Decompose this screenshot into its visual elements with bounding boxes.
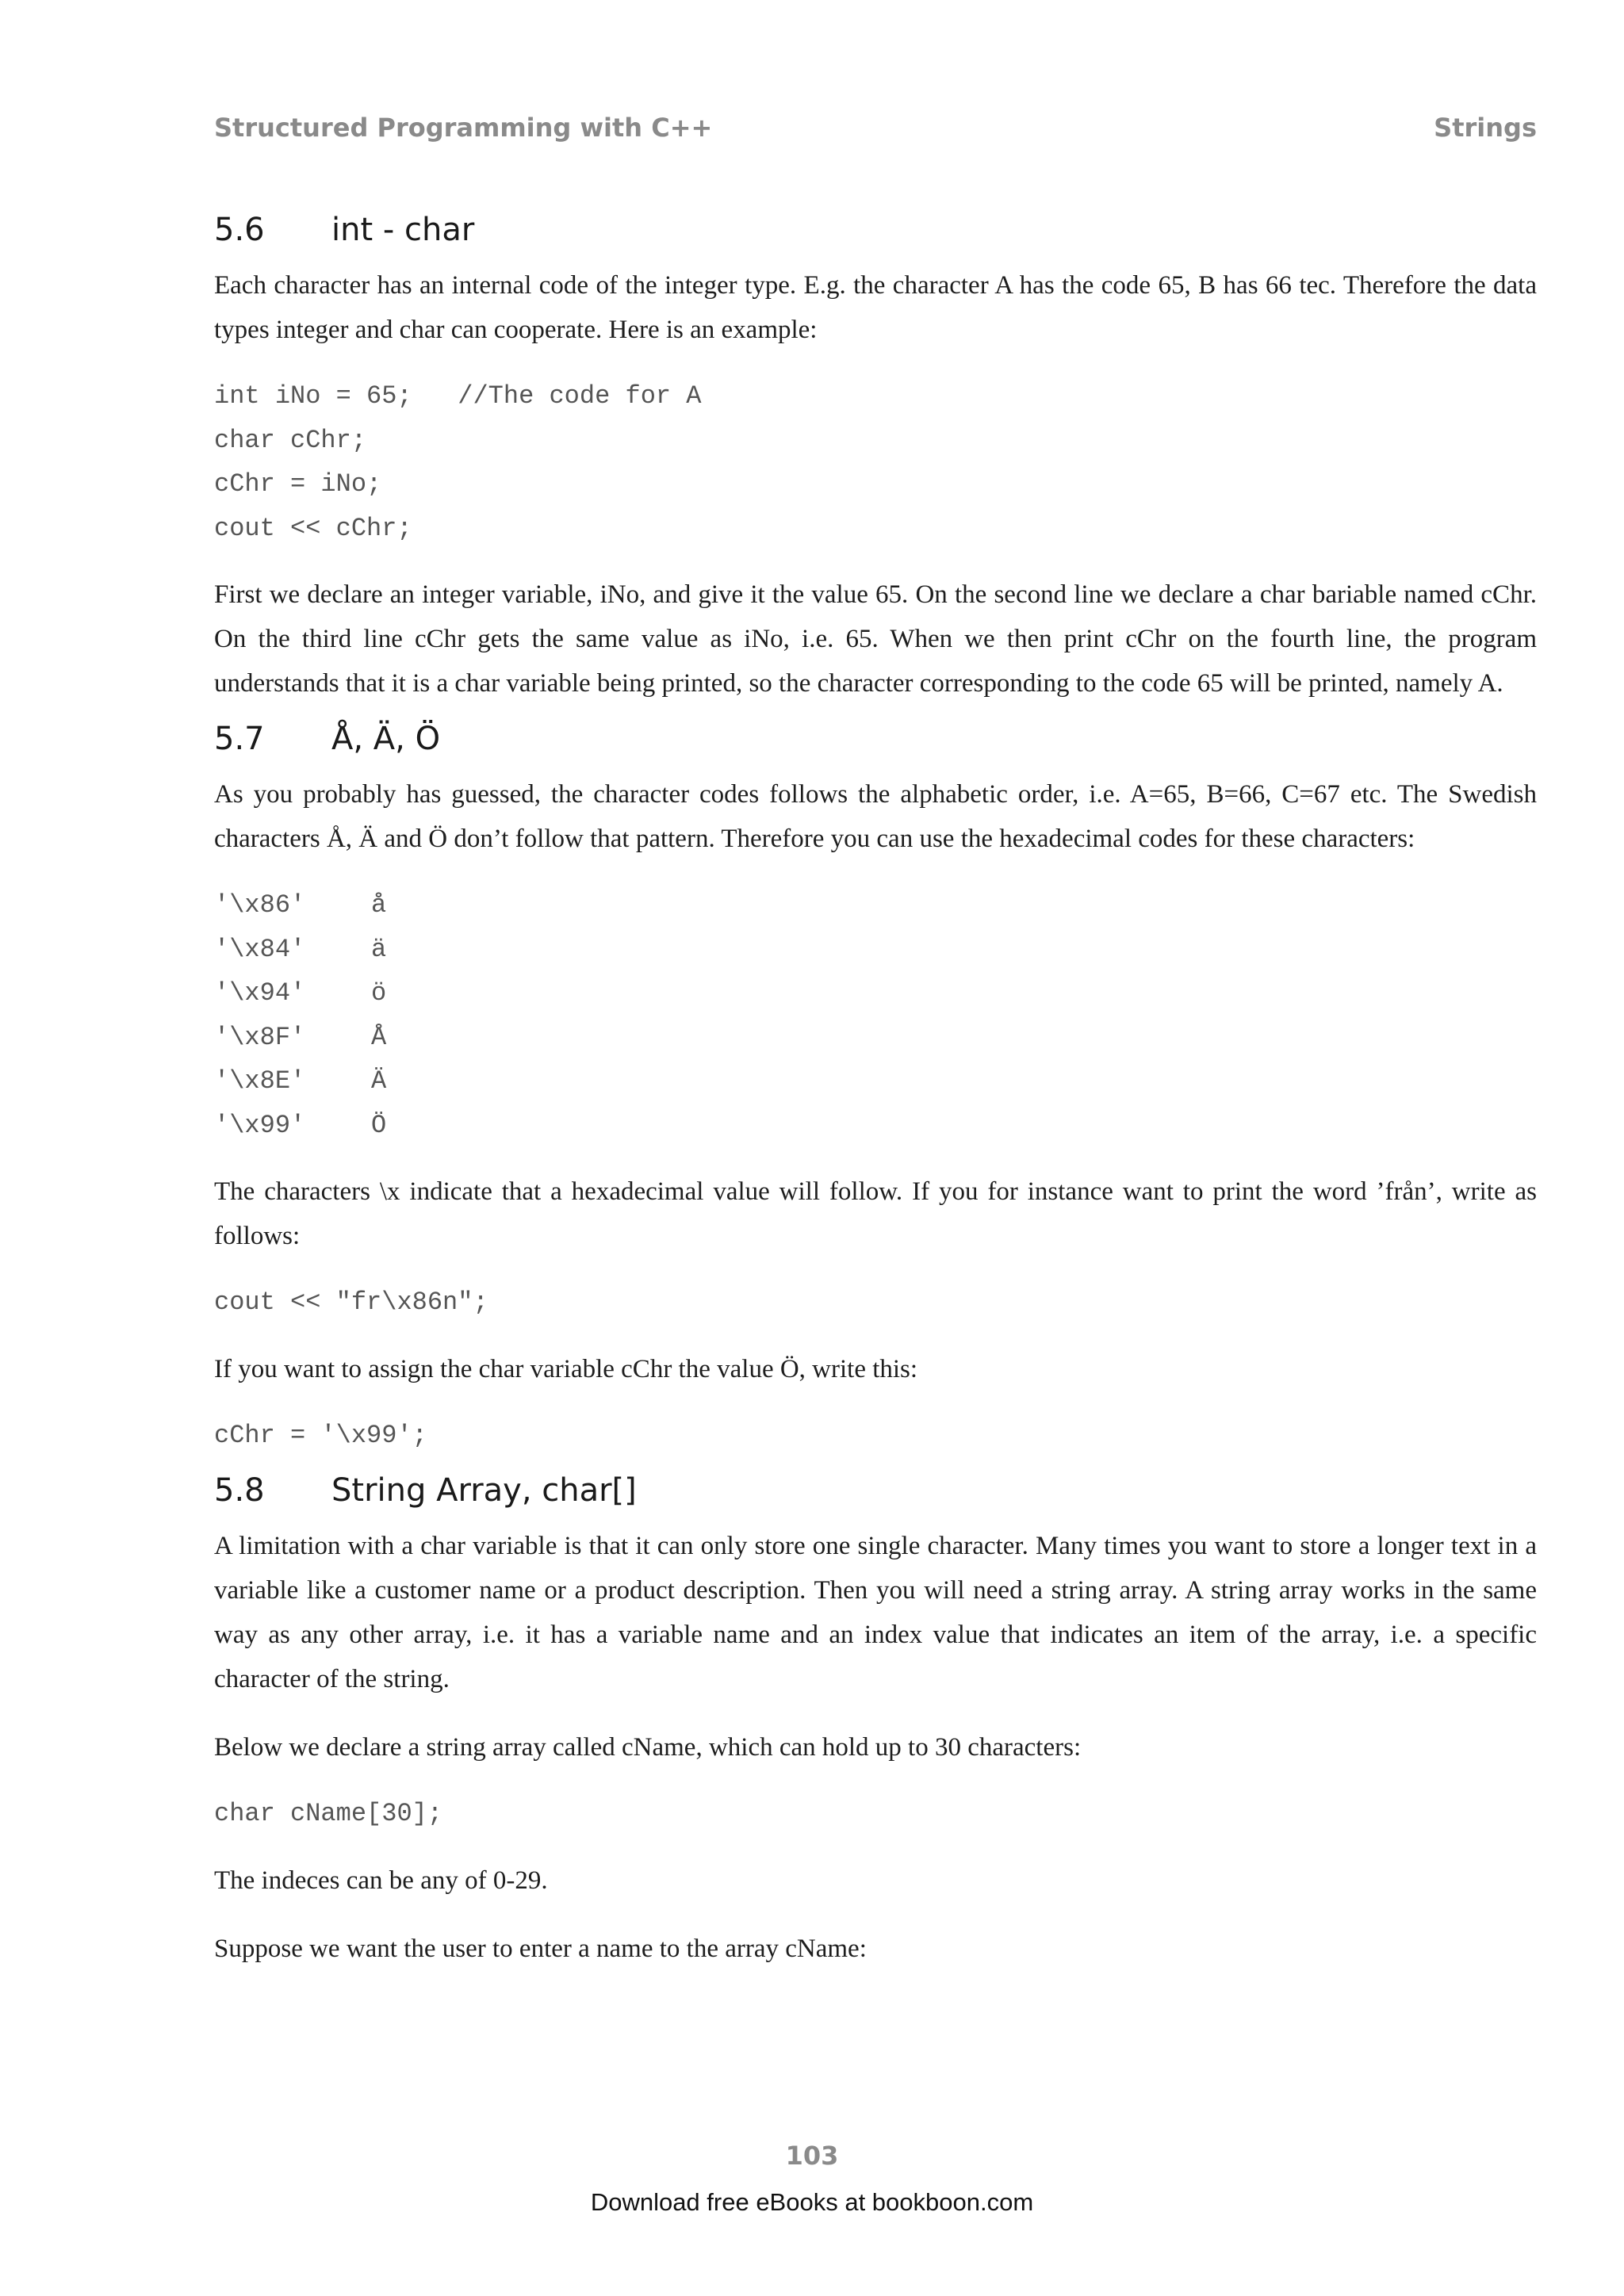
paragraph: As you probably has guessed, the character codes follows the alphabetic order, i.e. A=65, B=66, C=67 etc. The Swedish characters Å, Ä and Ö don’t follow that pattern. Therefore you can use the hexadecimal codes for these characters: [214,780,1537,853]
section-heading-5-7 [214,717,1537,761]
hex-code: '\x86' [214,890,306,920]
book-title: Structured Programming with C++ [214,113,713,143]
code-line: cout << cChr; [214,513,412,543]
paragraph: First we declare an integer variable, iNo, and give it the value 65. On the second line we declare a char bariable named cChr. On the third line cChr gets the same value as iNo, i.e. 65. When we then print cChr on the fourth line, the program understands that it is a char variable being printed, so the character corresponding to the code 65 will be printed, namely A. [214,580,1537,698]
table-row [214,1016,386,1060]
paragraph: The characters \x indicate that a hexadecimal value will follow. If you for instance want to print the word ’från’, write as follows: [214,1177,1537,1250]
character: ö [371,978,387,1008]
section-title: Å, Ä, Ö [331,721,441,757]
code-line: int iNo = 65; //The code for A [214,381,702,411]
code-line: cout << "fr\x86n"; [214,1288,488,1317]
character: å [371,890,387,920]
section-title: String Array, char[] [331,1472,637,1509]
table-row [214,971,386,1016]
chapter-title: Strings [1434,113,1537,143]
hex-code: '\x8E' [214,1066,306,1096]
code-line: char cChr; [214,425,367,455]
section-number: 5.6 [214,212,265,248]
table-row [214,883,386,928]
section-heading-5-8 [214,1468,1537,1513]
character: Ö [371,1110,387,1140]
code-line: cChr = '\x99'; [214,1420,427,1450]
hex-code: '\x8F' [214,1022,306,1052]
character: ä [371,934,387,964]
hex-codes-table [214,883,386,1147]
code-line: char cName[30]; [214,1799,443,1828]
hex-code: '\x84' [214,934,306,964]
section-heading-5-6 [214,208,1537,252]
page-content [214,208,1537,1971]
character: Ä [371,1066,387,1096]
table-row [214,928,386,972]
character: Å [371,1022,387,1052]
paragraph: The indeces can be any of 0-29. [214,1866,548,1895]
hex-code: '\x99' [214,1110,306,1140]
paragraph: A limitation with a char variable is that it can only store one single character. Many times you want to store a longer text in a variable like a customer name or a product description. Then you will need a string array. A string array works in the same way as any other array, i.e. it has a variable name and an index value that indicates an item of the array, i.e. a specific character of the string. [214,1532,1537,1693]
paragraph: Suppose we want the user to enter a name to the array cName: [214,1934,867,1963]
running-header [214,113,1537,151]
page-number: 103 [785,2141,839,2171]
hex-code: '\x94' [214,978,306,1008]
section-title: int - char [331,212,475,248]
table-row [214,1104,386,1148]
paragraph: Each character has an internal code of the integer type. E.g. the character A has the code 65, B has 66 tec. Therefore the data types integer and char can cooperate. Here is an example: [214,271,1537,344]
download-footer-link[interactable]: Download free eBooks at bookboon.com [590,2188,1034,2216]
code-line: cChr = iNo; [214,469,382,499]
table-row [214,1059,386,1104]
section-number: 5.8 [214,1472,265,1509]
paragraph: If you want to assign the char variable cChr the value Ö, write this: [214,1354,918,1383]
paragraph: Below we declare a string array called cName, which can hold up to 30 characters: [214,1733,1082,1762]
section-number: 5.7 [214,721,265,757]
